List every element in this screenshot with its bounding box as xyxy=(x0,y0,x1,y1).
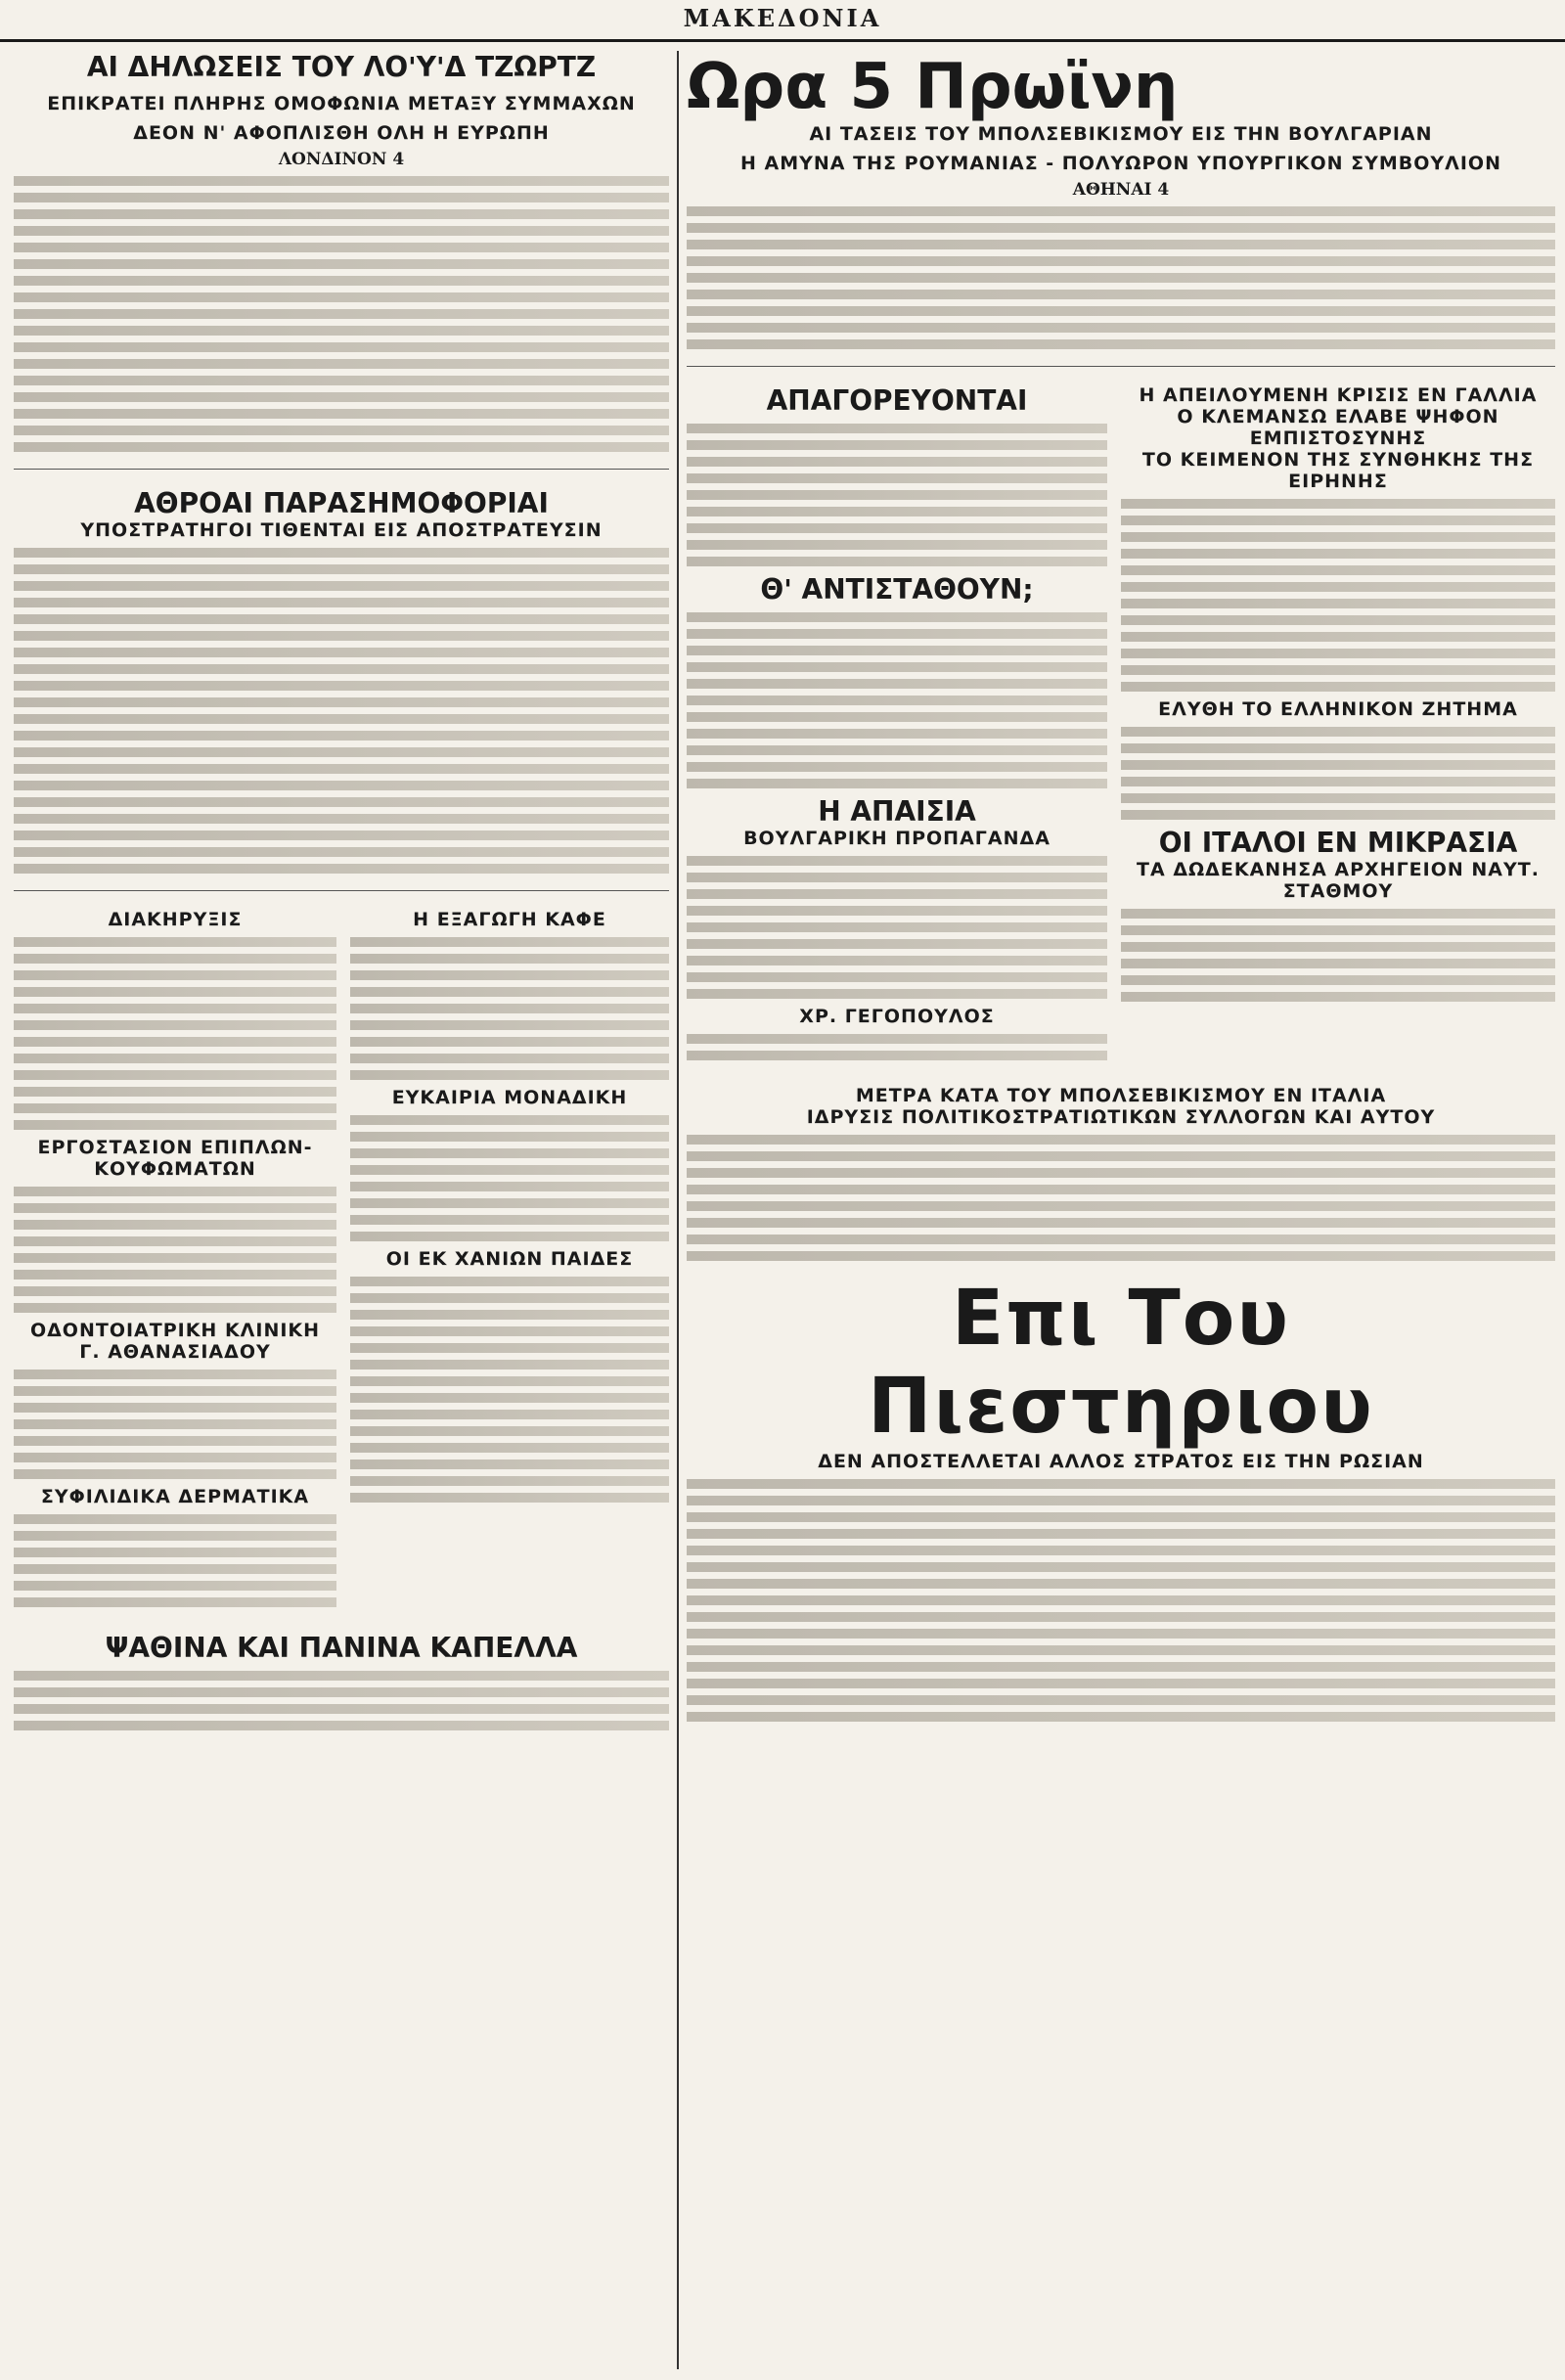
ad-furniture: ΕΡΓΟΣΤΑΣΙΟΝ ΕΠΙΠΛΩΝ-ΚΟΥΦΩΜΑΤΩΝ xyxy=(37,1137,313,1180)
ad-dental: ΟΔΟΝΤΟΙΑΤΡΙΚΗ ΚΛΙΝΙΚΗ xyxy=(29,1320,321,1341)
ad-opportunity: ΕΥΚΑΙΡΙΑ ΜΟΝΑΔΙΚΗ xyxy=(391,1087,628,1108)
subheadline: ΥΠΟΣΤΡΑΤΗΓΟΙ ΤΙΘΕΝΤΑΙ ΕΙΣ ΑΠΟΣΤΡΑΤΕΥΣΙΝ xyxy=(80,519,603,541)
headline-prohibited: ΑΠΑΓΟΡΕΥΟΝΤΑΙ xyxy=(766,384,1028,417)
headline-decorations: ΑΘΡΟΑΙ ΠΑΡΑΣΗΜΟΦΟΡΙΑΙ xyxy=(134,487,549,519)
subheadline-2: ΤΟ ΚΕΙΜΕΝΟΝ ΤΗΣ ΣΥΝΘΗΚΗΣ ΤΗΣ ΕΙΡΗΝΗΣ xyxy=(1141,449,1535,492)
headline-coffee-export: Η ΕΞΑΓΩΓΗ ΚΑΦΕ xyxy=(413,909,606,930)
headline-resist: Θ' ΑΝΤΙΣΤΑΘΟΥΝ; xyxy=(760,573,1034,606)
subheadline-2: ΔΕΟΝ Ν' ΑΦΟΠΛΙΣΘΗ ΟΛΗ Η ΕΥΡΩΠΗ xyxy=(133,122,550,144)
ad-dermatology: ΣΥΦΙΛΙΔΙΚΑ ΔΕΡΜΑΤΙΚΑ xyxy=(40,1486,310,1507)
subheadline: ΒΟΥΛΓΑΡΙΚΗ ΠΡΟΠΑΓΑΝΔΑ xyxy=(743,828,1051,849)
column-rule xyxy=(677,51,679,2369)
top-rule xyxy=(0,39,1565,42)
dateline-athens: ΑΘΗΝΑΙ 4 xyxy=(1072,180,1170,200)
ad-dental-name: Γ. ΑΘΑΝΑΣΙΑΔΟΥ xyxy=(79,1341,271,1363)
headline-chania-children: ΟΙ ΕΚ ΧΑΝΙΩΝ ΠΑΙΔΕΣ xyxy=(385,1248,634,1270)
headline-propaganda: Η ΑΠΑΙΣΙΑ xyxy=(818,795,976,828)
headline-italy-measures: ΜΕΤΡΑ ΚΑΤΑ ΤΟΥ ΜΠΟΛΣΕΒΙΚΙΣΜΟΥ ΕΝ ΙΤΑΛΙΑ xyxy=(855,1085,1387,1106)
hero-subheadline-2: Η ΑΜΥΝΑ ΤΗΣ ΡΟΥΜΑΝΙΑΣ - ΠΟΛΥΩΡΟΝ ΥΠΟΥΡΓΙΚΟΝ ΣΥΜΒΟΥΛΙΟΝ xyxy=(740,153,1501,174)
hero-subheadline: ΑΙ ΤΑΣΕΙΣ ΤΟΥ ΜΠΟΛΣΕΒΙΚΙΣΜΟΥ ΕΙΣ ΤΗΝ ΒΟΥΛΓΑΡΙΑΝ xyxy=(809,123,1433,145)
headline-greek-question: ΕΛΥΘΗ ΤΟ ΕΛΛΗΝΙΚΟΝ ΖΗΤΗΜΑ xyxy=(1158,698,1518,720)
left-columns xyxy=(14,51,669,2369)
subheadline: ΤΑ ΔΩΔΕΚΑΝΗΣΑ ΑΡΧΗΓΕΙΟΝ ΝΑΥΤ. ΣΤΑΘΜΟΥ xyxy=(1137,859,1540,902)
right-columns xyxy=(687,51,1555,2369)
headline-press: Επι Του Πιεστηριου xyxy=(868,1275,1374,1451)
subheadline: ΕΠΙΚΡΑΤΕΙ ΠΛΗΡΗΣ ΟΜΟΦΩΝΙΑ ΜΕΤΑΞΥ ΣΥΜΜΑΧΩΝ xyxy=(47,93,636,114)
ad-lawyer: ΧΡ. ΓΕΓΟΠΟΥΛΟΣ xyxy=(799,1006,995,1027)
ad-hats: ΨΑΘΙΝΑ ΚΑΙ ΠΑΝΙΝΑ ΚΑΠΕΛΛΑ xyxy=(105,1632,578,1664)
headline-italians: ΟΙ ΙΤΑΛΟΙ ΕΝ ΜΙΚΡΑΣΙΑ xyxy=(1158,827,1518,859)
subheadline: Ο ΚΛΕΜΑΝΣΩ ΕΛΑΒΕ ΨΗΦΟΝ ΕΜΠΙΣΤΟΣΥΝΗΣ xyxy=(1177,406,1499,449)
subheadline: ΙΔΡΥΣΙΣ ΠΟΛΙΤΙΚΟΣΤΡΑΤΙΩΤΙΚΩΝ ΣΥΛΛΟΓΩΝ ΚΑΙ ΑΥΤΟΥ xyxy=(806,1106,1436,1128)
headline-declaration: ΔΙΑΚΗΡΥΞΙΣ xyxy=(108,909,243,930)
dateline-london: ΛΟΝΔΙΝΟΝ 4 xyxy=(278,150,405,169)
headline-lloyd-george: ΑΙ ΔΗΛΩΣΕΙΣ ΤΟΥ ΛΟ'Υ'Δ ΤΖΩΡΤΖ xyxy=(86,51,597,83)
subheadline: ΔΕΝ ΑΠΟΣΤΕΛΛΕΤΑΙ ΑΛΛΟΣ ΣΤΡΑΤΟΣ ΕΙΣ ΤΗΝ ΡΩΣΙΑΝ xyxy=(818,1451,1424,1472)
masthead: ΜΑΚΕΔΟΝΙΑ xyxy=(683,4,882,32)
headline-france-crisis: Η ΑΠΕΙΛΟΥΜΕΝΗ ΚΡΙΣΙΣ ΕΝ ΓΑΛΛΙΑ xyxy=(1139,384,1538,406)
hero-headline: Ωρα 5 Πρωϊνη xyxy=(687,51,1179,123)
